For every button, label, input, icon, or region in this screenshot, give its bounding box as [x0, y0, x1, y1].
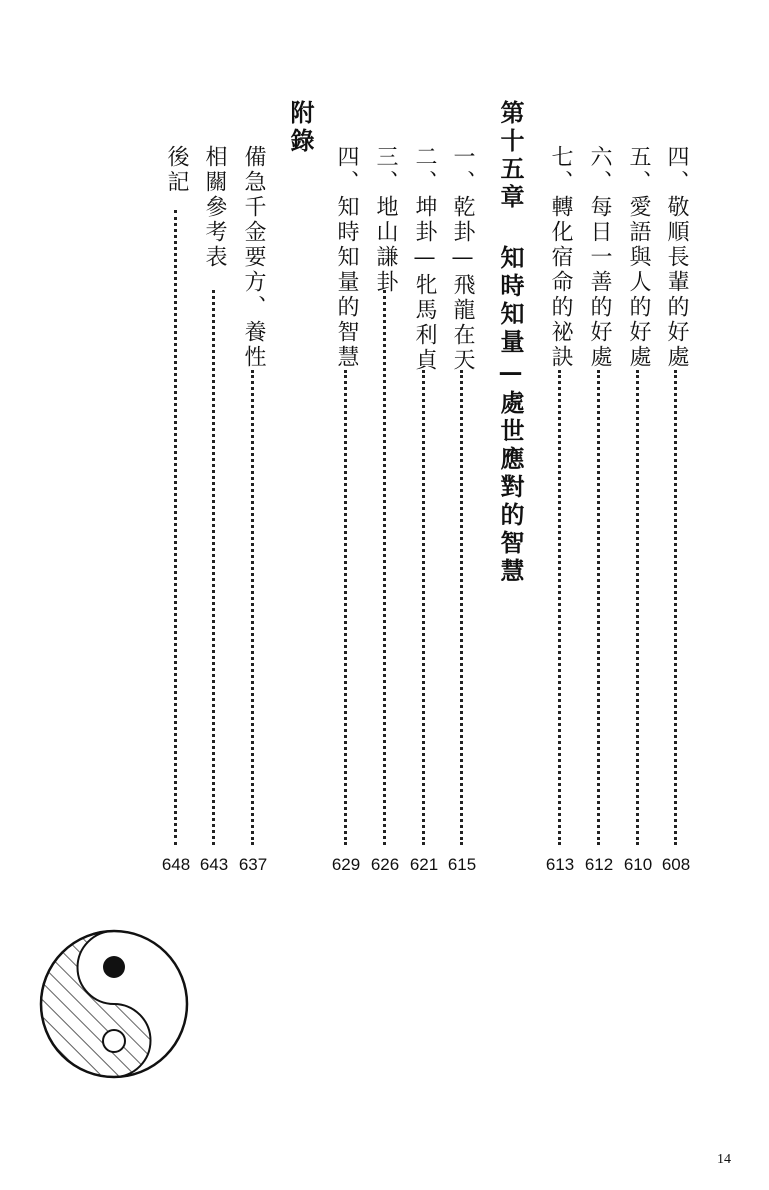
chapter-heading: 第十五章 知時知量—處世應對的智慧 [496, 100, 525, 586]
toc-entry-title: 四、敬順長輩的好處 [664, 145, 689, 370]
toc-entry [233, 145, 273, 845]
toc-entry-title: 備急千金要方、養性 [241, 145, 266, 370]
leader-dots [212, 290, 215, 845]
leader-dots [558, 370, 561, 845]
toc-entry [365, 145, 405, 845]
toc-entry-page: 613 [545, 855, 575, 874]
toc-entry-page: 648 [161, 855, 191, 874]
toc-entry [579, 145, 619, 845]
toc-entry-page: 643 [199, 855, 229, 874]
toc-entry [540, 145, 580, 845]
leader-dots [344, 370, 347, 845]
leader-dots [674, 370, 677, 845]
toc-entry [404, 145, 444, 845]
toc-entry-page: 608 [661, 855, 691, 874]
toc-entry-page: 629 [331, 855, 361, 874]
toc-entry [194, 145, 234, 845]
leader-dots [636, 370, 639, 845]
toc-entry-title: 七、轉化宿命的祕訣 [548, 145, 573, 370]
toc-entry-title: 四、知時知量的智慧 [334, 145, 359, 370]
leader-dots [251, 370, 254, 845]
toc-entry [156, 145, 196, 845]
leader-dots [174, 210, 177, 845]
toc-entry [618, 145, 658, 845]
toc-entry-title: 一、乾卦—飛龍在天 [450, 145, 475, 373]
toc-entry-title: 二、坤卦—牝馬利貞 [412, 145, 437, 373]
leader-dots [383, 290, 386, 845]
toc-entry [326, 145, 366, 845]
toc-entry-title: 相關參考表 [202, 145, 227, 270]
toc-entry-page: 621 [409, 855, 439, 874]
toc-entry-page: 615 [447, 855, 477, 874]
yin-yang-icon [38, 928, 190, 1080]
toc-entry-title: 六、每日一善的好處 [587, 145, 612, 370]
toc-entry-title: 三、地山謙卦 [373, 145, 398, 295]
toc-entry-title: 後記 [164, 145, 189, 195]
toc-entry [656, 145, 696, 845]
leader-dots [597, 370, 600, 845]
toc-entry-page: 637 [238, 855, 268, 874]
leader-dots [460, 370, 463, 845]
toc-entry-page: 612 [584, 855, 614, 874]
leader-dots [422, 370, 425, 845]
toc-entry [442, 145, 482, 845]
toc-entry-page: 610 [623, 855, 653, 874]
toc-entry-title: 五、愛語與人的好處 [626, 145, 651, 370]
page-number: 14 [717, 1152, 731, 1167]
toc-entry-page: 626 [370, 855, 400, 874]
appendix-heading: 附錄 [286, 100, 315, 156]
